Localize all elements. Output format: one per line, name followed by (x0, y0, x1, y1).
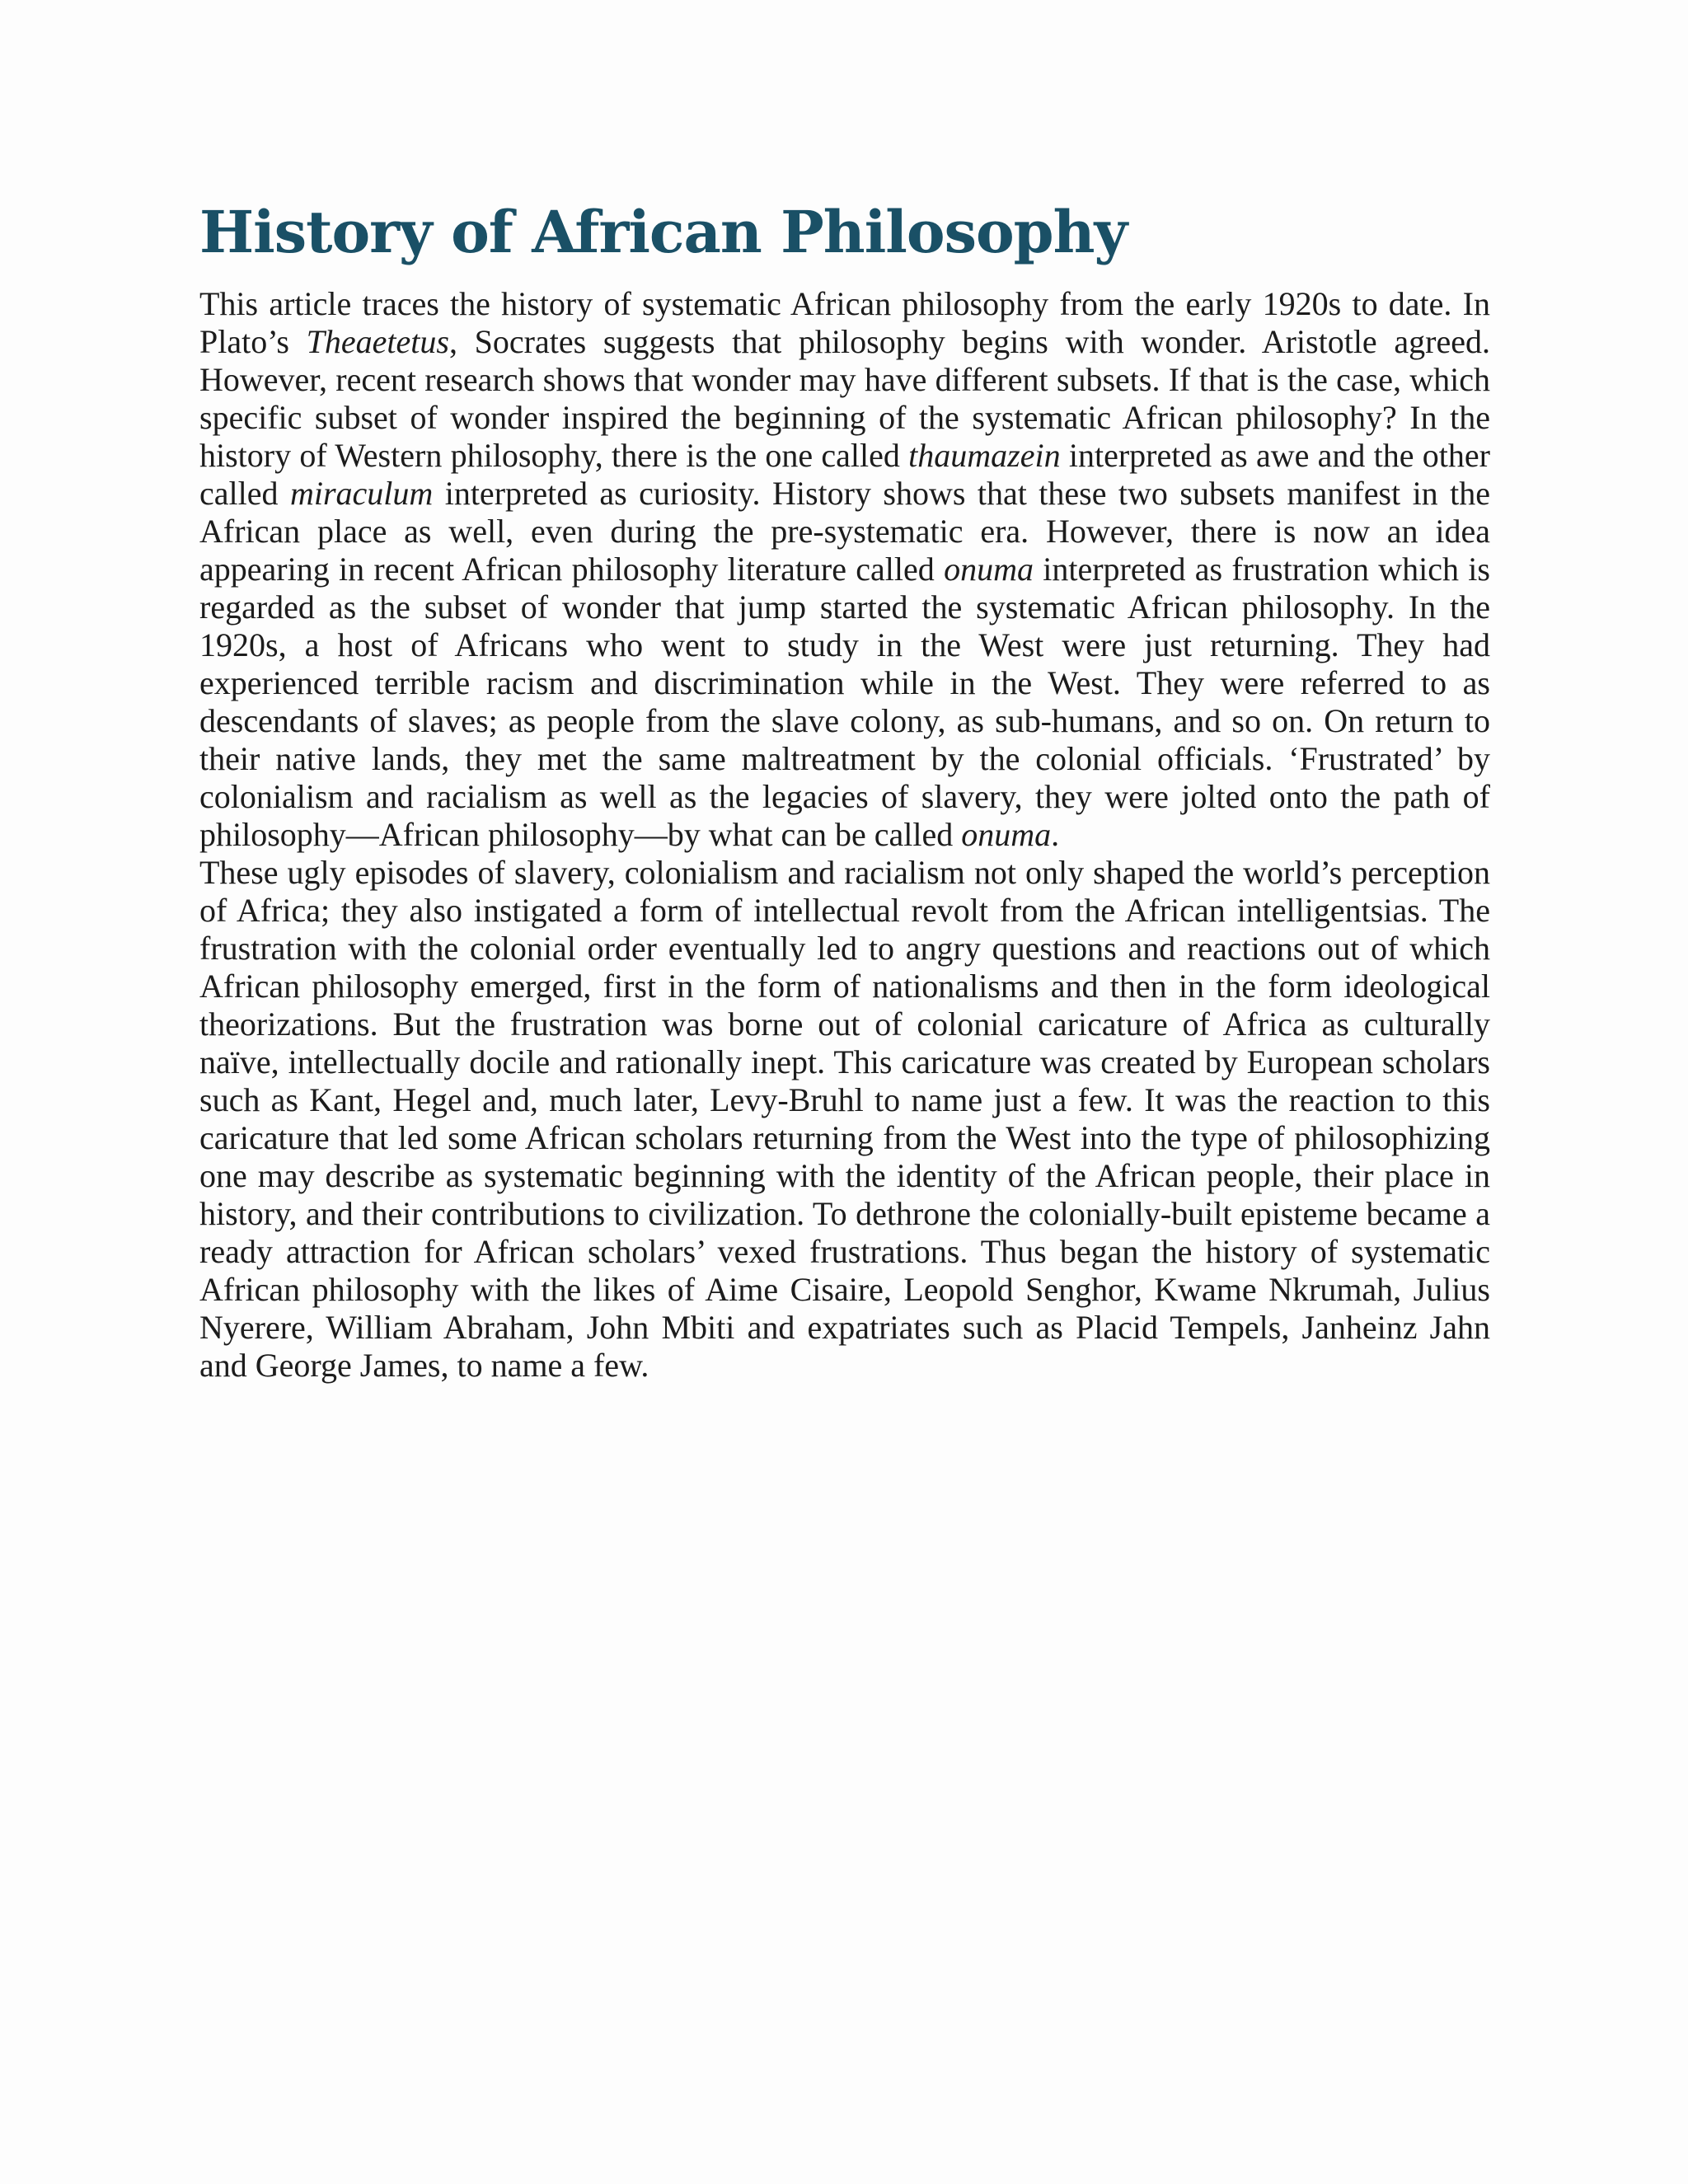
document-page (199, 191, 1490, 1385)
italic-term-theaetetus: Theaetetus (306, 323, 449, 360)
italic-term-thaumazein: thaumazein (908, 437, 1061, 474)
italic-term-onuma: onuma (944, 551, 1034, 588)
paragraph-intro-text-1: This article traces the history of systematic African philosophy from the early 1920s to date. In Plato’s (199, 285, 1490, 360)
italic-term-miraculum: miraculum (289, 475, 434, 512)
paragraph-intro-text-4: interpreted as curiosity. History shows that these two subsets manifest in the African place as well, even during the pre-systematic era. However, there is now an idea appearing in recent African philosophy literature called (199, 475, 1490, 588)
paragraph-second: These ugly episodes of slavery, colonialism and racialism not only shaped the world’s perception of Africa; they also instigated a form of intellectual revolt from the African intelligentsias. The frustration with the colonial order eventually led to angry questions and reactions out of which African philosophy emerged, first in the form of nationalisms and then in the form ideological theorizations. But the frustration was borne out of colonial caricature of Africa as culturally naïve, intellectually docile and rationally inept. This caricature was created by European scholars such as Kant, Hegel and, much later, Levy-Bruhl to name just a few. It was the reaction to this caricature that led some African scholars returning from the West into the type of philosophizing one may describe as systematic beginning with the identity of the African people, their place in history, and their contributions to civilization. To dethrone the colonially-built episteme became a ready attraction for African scholars’ vexed frustrations. Thus began the history of systematic African philosophy with the likes of Aime Cisaire, Leopold Senghor, Kwame Nkrumah, Julius Nyerere, William Abraham, John Mbiti and expatriates such as Placid Tempels, Janheinz Jahn and George James, to name a few. (199, 854, 1490, 1384)
article-title: History of African Philosophy (199, 198, 1128, 266)
paragraph-intro-text-5: interpreted as frustration which is regarded as the subset of wonder that jump started the systematic African philosophy. In the 1920s, a host of Africans who went to study in the West were just returning. They had experienced terrible racism and discrimination while in the West. They were referred to as descendants of slaves; as people from the slave colony, as sub-humans, and so on. On return to their native lands, they met the same maltreatment by the colonial officials. ‘Frustrated’ by colonialism and racialism as well as the legacies of slavery, they were jolted onto the path of philosophy—African philosophy—by what can be called (199, 551, 1490, 853)
paragraph-intro-text-2: , Socrates suggests that philosophy begins with wonder. Aristotle agreed. However, recent research shows that wonder may have different subsets. If that is the case, which specific subset of wonder inspired the beginning of the systematic African philosophy? In the history of Western philosophy, there is the one called (199, 323, 1490, 474)
italic-term-onuma-2: onuma (961, 816, 1052, 853)
paragraph-intro-text-6: . (1051, 816, 1060, 853)
paragraph-intro (199, 285, 1490, 854)
paragraph-intro-text-3: interpreted as awe and the other called (199, 437, 1490, 512)
